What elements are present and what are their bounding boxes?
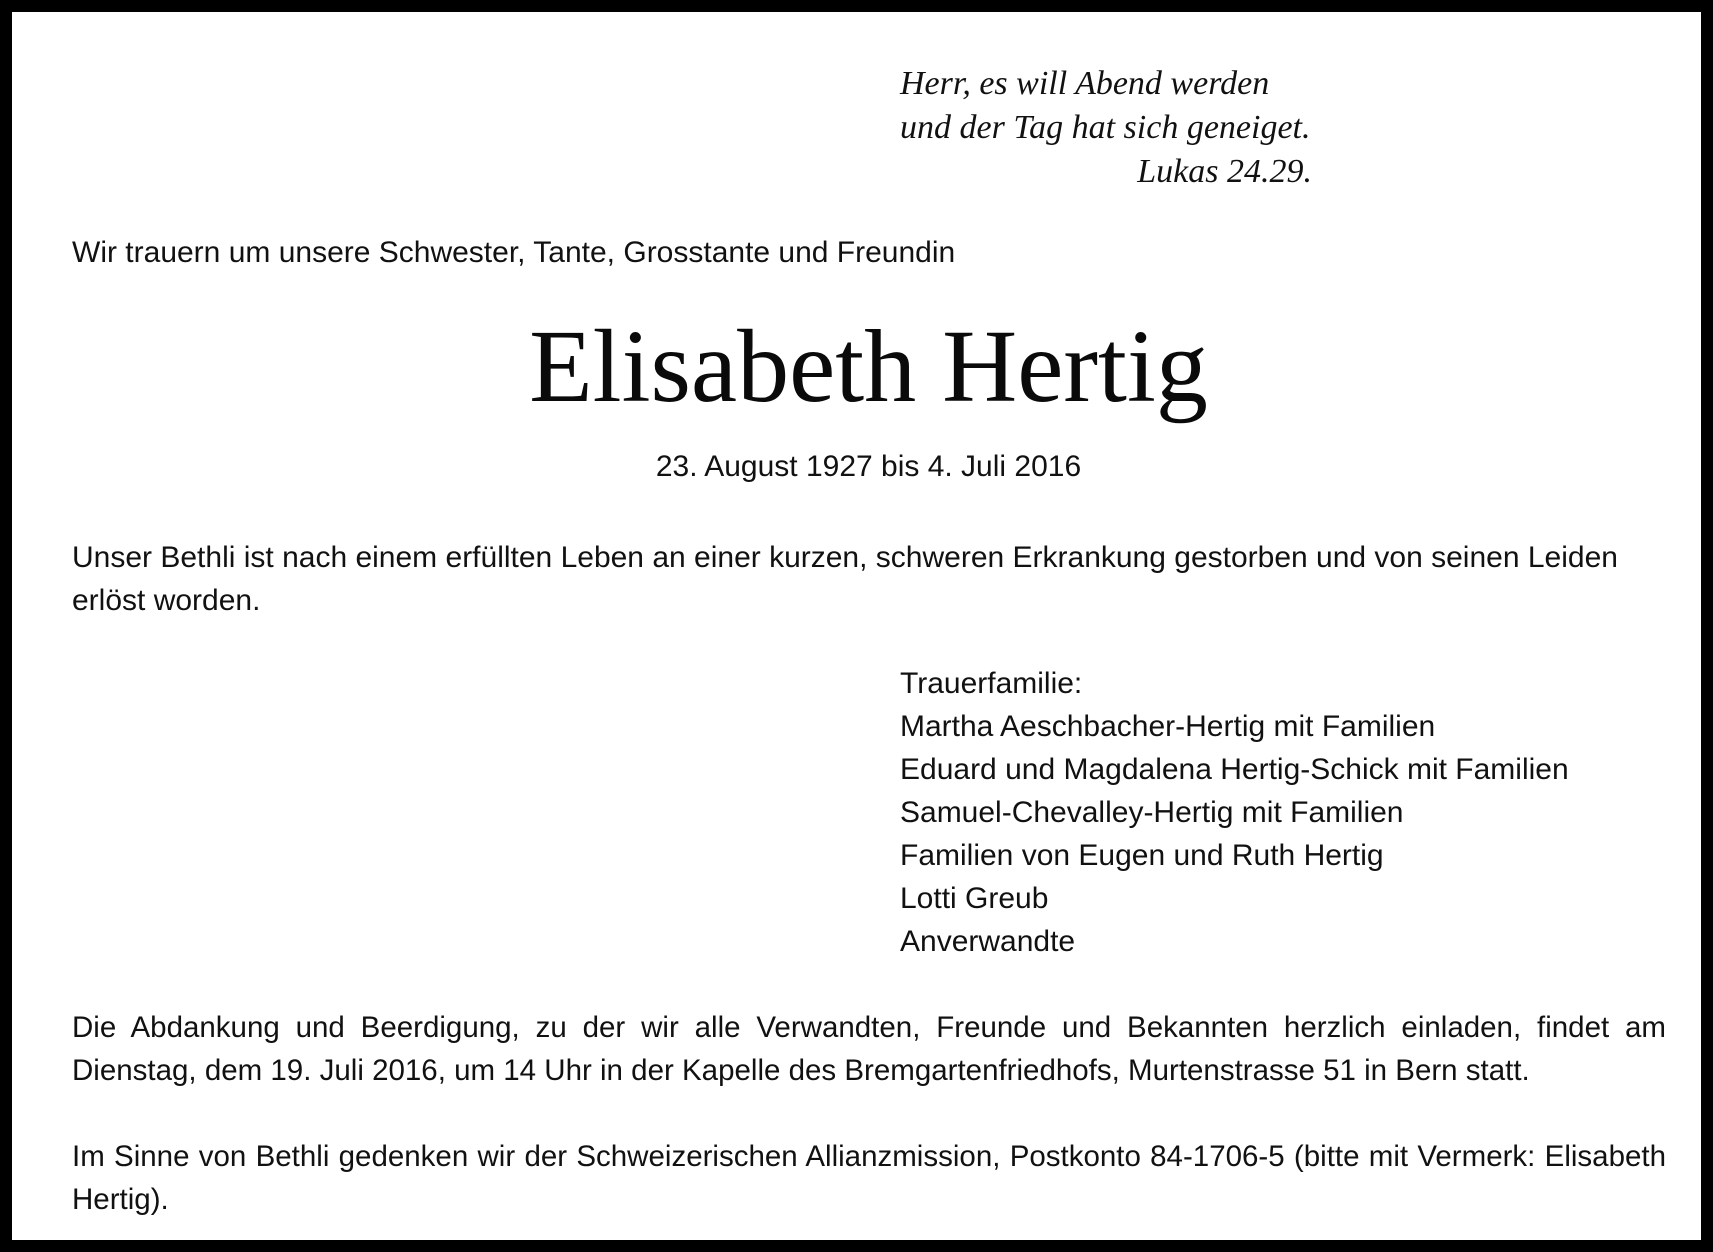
verse-line-2: und der Tag hat sich geneiget. — [900, 109, 1311, 146]
family-member: Eduard und Magdalena Hertig-Schick mit Familien — [900, 753, 1569, 786]
family-member: Samuel-Chevalley-Hertig mit Familien — [900, 796, 1404, 829]
family-heading: Trauerfamilie: — [900, 667, 1083, 700]
life-dates: 23. August 1927 bis 4. Juli 2016 — [655, 450, 1082, 483]
verse-reference: Lukas 24.29. — [1137, 153, 1312, 190]
family-member: Martha Aeschbacher-Hertig mit Familien — [900, 710, 1436, 743]
funeral-notice: Die Abdankung und Beerdigung, zu der wir alle Verwandten, Freunde und Bekannten herzlich einladen, findet am Dienstag, dem 19. Juli 2016, um 14 Uhr in der Kapelle des Bremgartenfriedhofs, Murtenstrasse 51 in Bern statt. — [72, 1011, 1666, 1087]
donation-notice: Im Sinne von Bethli gedenken wir der Schweizerischen Allianzmission, Postkonto 84-1706-5 (bitte mit Vermerk: Elisabeth Hertig). — [72, 1140, 1666, 1216]
intro-text: Wir trauern um unsere Schwester, Tante, Grosstante und Freundin — [72, 236, 956, 269]
deceased-name: Elisabeth Hertig — [529, 309, 1208, 424]
family-member: Familien von Eugen und Ruth Hertig — [900, 839, 1384, 872]
family-member: Anverwandte — [900, 925, 1076, 958]
verse-line-1: Herr, es will Abend werden — [900, 65, 1270, 102]
mourning-family — [900, 662, 1680, 963]
bible-verse — [900, 62, 1330, 194]
family-member: Lotti Greub — [900, 882, 1049, 915]
memorial-message: Unser Bethli ist nach einem erfüllten Leben an einer kurzen, schweren Erkrankung gestorben und von seinen Leiden erlöst worden. — [72, 541, 1618, 617]
